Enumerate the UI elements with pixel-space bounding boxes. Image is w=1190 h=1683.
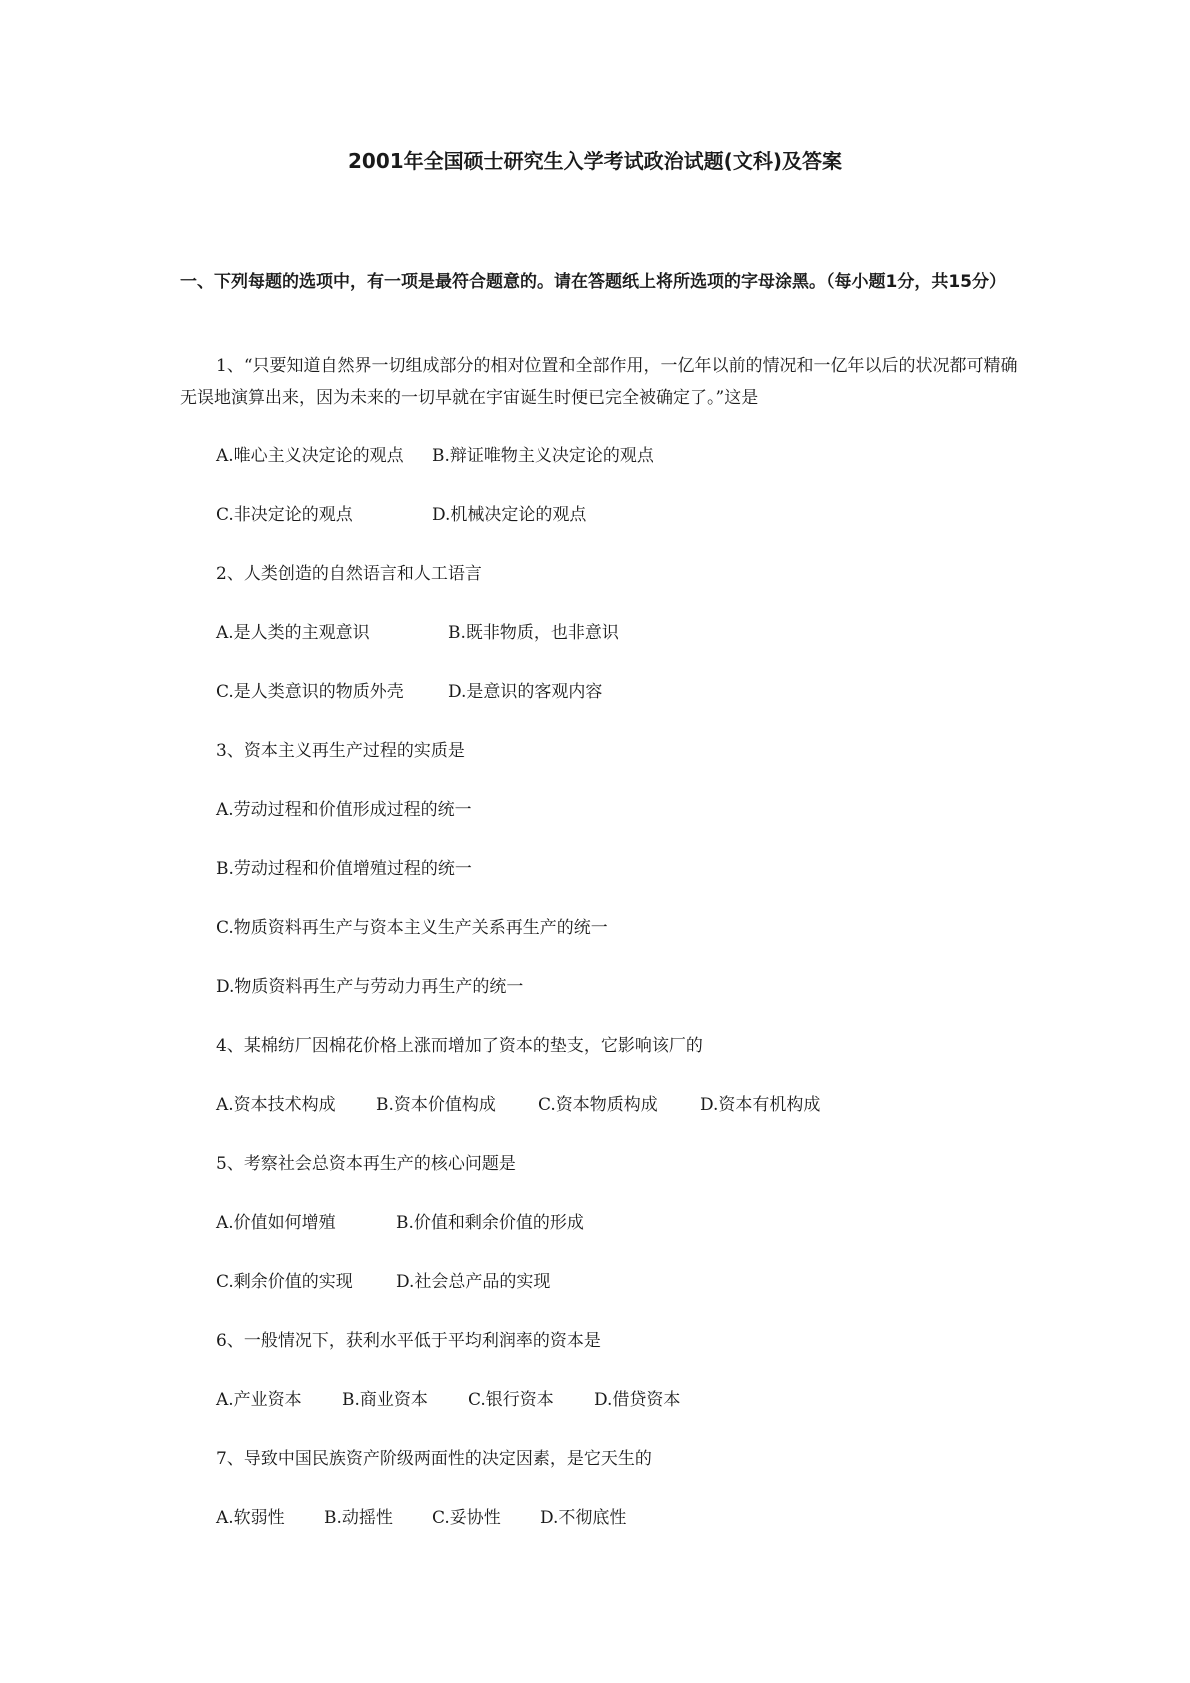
question-5-option-d: D.社会总产品的实现: [396, 1272, 551, 1292]
question-7-option-d: D.不彻底性: [540, 1508, 627, 1528]
question-3-option-c: C.物质资料再生产与资本主义生产关系再生产的统一: [216, 918, 608, 938]
question-3-option-b: B.劳动过程和价值增殖过程的统一: [216, 859, 472, 879]
question-7-option-a: A.软弱性: [216, 1508, 285, 1528]
question-6-option-d: D.借贷资本: [594, 1390, 681, 1410]
question-1-options-row-2: [180, 500, 1020, 559]
question-2-option-d: D.是意识的客观内容: [448, 682, 603, 702]
question-4-option-d: D.资本有机构成: [700, 1095, 821, 1115]
question-6-options-row: [180, 1385, 1020, 1444]
question-7-options-row: [180, 1503, 1020, 1562]
question-2-option-b: B.既非物质，也非意识: [448, 623, 619, 643]
question-2-stem: 2、人类创造的自然语言和人工语言: [216, 564, 482, 584]
question-1-option-a: A.唯心主义决定论的观点: [216, 446, 404, 466]
question-1-options-row-1: [180, 441, 1020, 500]
question-4-option-a: A.资本技术构成: [216, 1095, 336, 1115]
question-3-stem: 3、资本主义再生产过程的实质是: [216, 741, 465, 761]
question-5-option-c: C.剩余价值的实现: [216, 1272, 353, 1292]
question-5-options-row-2: [180, 1267, 1020, 1326]
question-4-option-b: B.资本价值构成: [376, 1095, 496, 1115]
question-7-option-c: C.妥协性: [432, 1508, 501, 1528]
question-1-option-d: D.机械决定论的观点: [432, 505, 587, 525]
document-title: 2001年全国硕士研究生入学考试政治试题(文科)及答案: [348, 149, 842, 173]
question-6-option-a: A.产业资本: [216, 1390, 302, 1410]
question-1-stem: 1、“只要知道自然界一切组成部分的相对位置和全部作用，一亿年以前的情况和一亿年以后的状况都可精确无误地演算出来，因为未来的一切早就在宇宙诞生时便已完全被确定了。”这是: [180, 356, 1018, 408]
section-heading: 一、下列每题的选项中，有一项是最符合题意的。请在答题纸上将所选项的字母涂黑。（每小题1分，共15分）: [180, 272, 1006, 292]
question-1-option-b: B.辩证唯物主义决定论的观点: [432, 446, 654, 466]
question-7-stem: 7、导致中国民族资产阶级两面性的决定因素，是它天生的: [216, 1449, 652, 1469]
question-2-options-row-2: [180, 677, 1020, 736]
question-1-option-c: C.非决定论的观点: [216, 505, 353, 525]
question-7-option-b: B.动摇性: [324, 1508, 393, 1528]
question-6-option-b: B.商业资本: [342, 1390, 428, 1410]
question-3-option-d: D.物质资料再生产与劳动力再生产的统一: [216, 977, 524, 997]
question-2-options-row-1: [180, 618, 1020, 677]
question-3-option-a: A.劳动过程和价值形成过程的统一: [216, 800, 472, 820]
question-5-options-row-1: [180, 1208, 1020, 1267]
question-4-options-row: [180, 1090, 1020, 1149]
question-5-option-b: B.价值和剩余价值的形成: [396, 1213, 584, 1233]
question-2-option-c: C.是人类意识的物质外壳: [216, 682, 404, 702]
question-5-stem: 5、考察社会总资本再生产的核心问题是: [216, 1154, 516, 1174]
question-2-option-a: A.是人类的主观意识: [216, 623, 370, 643]
question-5-option-a: A.价值如何增殖: [216, 1213, 336, 1233]
question-6-option-c: C.银行资本: [468, 1390, 554, 1410]
question-4-stem: 4、某棉纺厂因棉花价格上涨而增加了资本的垫支，它影响该厂的: [216, 1036, 703, 1056]
question-4-option-c: C.资本物质构成: [538, 1095, 658, 1115]
question-6-stem: 6、一般情况下，获利水平低于平均利润率的资本是: [216, 1331, 601, 1351]
question-list: [180, 356, 1020, 1562]
